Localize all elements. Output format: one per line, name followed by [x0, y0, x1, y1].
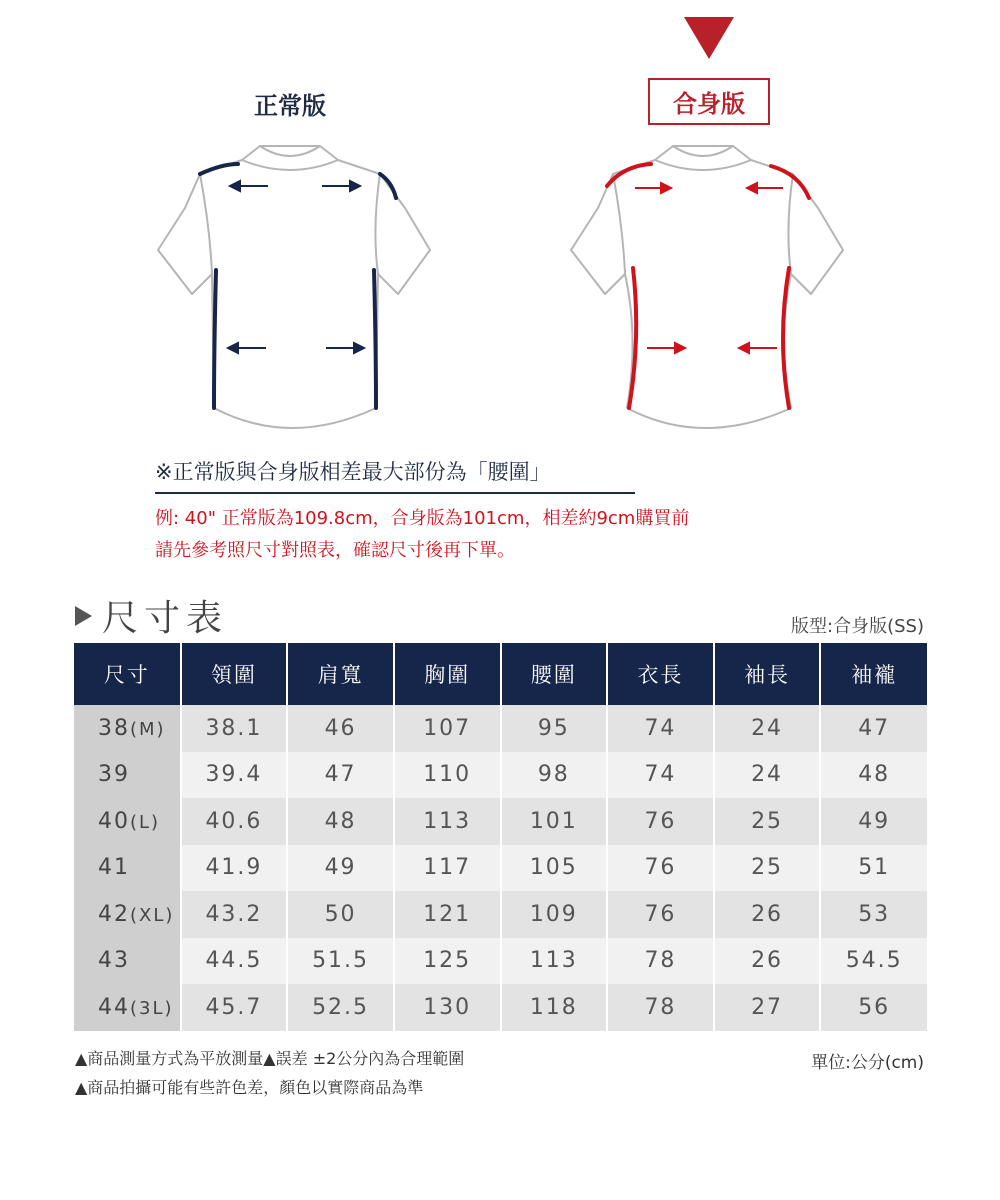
table-cell: 95: [501, 705, 608, 752]
normal-fit-label: 正常版: [254, 91, 326, 120]
example-note-line-2: 請先參考照尺寸對照表，確認尺寸後再下單。: [155, 540, 515, 561]
color-note: ▲商品拍攝可能有些許色差，顏色以實際商品為準: [75, 1078, 424, 1097]
table-cell: 113: [394, 798, 501, 845]
table-cell: 52.5: [287, 984, 394, 1031]
size-chart-heading: [75, 590, 228, 641]
fitted-fit-label: 合身版: [648, 78, 770, 125]
table-cell: 43.2: [181, 891, 288, 938]
table-cell: 48: [287, 798, 394, 845]
size-tag: (L): [130, 811, 161, 833]
table-cell: 105: [501, 845, 608, 892]
table-cell: 47: [820, 705, 927, 752]
size-chart-title: 尺寸表: [102, 598, 229, 639]
table-header-row: [74, 643, 927, 705]
table-cell: 24: [714, 752, 821, 799]
table-cell: 125: [394, 938, 501, 985]
table-row: [74, 798, 927, 845]
size-cell: [74, 984, 181, 1031]
table-cell: 46: [287, 705, 394, 752]
table-cell: 113: [501, 938, 608, 985]
table-cell: 76: [607, 798, 714, 845]
unit-label: 單位:公分(cm): [811, 1053, 924, 1073]
example-note-line-1: 例: 40" 正常版為109.8cm，合身版為101cm，相差約9cm購買前: [155, 508, 690, 529]
size-number: 44: [98, 994, 130, 1020]
table-cell: 25: [714, 798, 821, 845]
table-cell: 41.9: [181, 845, 288, 892]
header-armhole: 袖襱: [820, 643, 927, 705]
table-row: [74, 891, 927, 938]
header-neck: 領圍: [181, 643, 288, 705]
table-cell: 101: [501, 798, 608, 845]
table-cell: 47: [287, 752, 394, 799]
header-shoulder: 肩寬: [287, 643, 394, 705]
table-cell: 25: [714, 845, 821, 892]
table-row: [74, 705, 927, 752]
header-size: 尺寸: [74, 643, 181, 705]
table-cell: 50: [287, 891, 394, 938]
size-cell: [74, 938, 181, 985]
table-cell: 51: [820, 845, 927, 892]
table-cell: 45.7: [181, 984, 288, 1031]
size-number: 41: [98, 855, 130, 881]
table-cell: 39.4: [181, 752, 288, 799]
size-number: 40: [98, 808, 130, 834]
table-cell: 26: [714, 938, 821, 985]
table-cell: 38.1: [181, 705, 288, 752]
header-length: 衣長: [607, 643, 714, 705]
table-cell: 56: [820, 984, 927, 1031]
size-number: 43: [98, 948, 130, 974]
table-cell: 78: [607, 938, 714, 985]
table-cell: 49: [287, 845, 394, 892]
table-cell: 130: [394, 984, 501, 1031]
table-cell: 44.5: [181, 938, 288, 985]
size-tag: (M): [130, 718, 166, 740]
table-cell: 109: [501, 891, 608, 938]
size-cell: [74, 752, 181, 799]
table-cell: 40.6: [181, 798, 288, 845]
table-cell: 26: [714, 891, 821, 938]
table-row: [74, 845, 927, 892]
size-number: 42: [98, 901, 130, 927]
table-cell: 98: [501, 752, 608, 799]
size-cell: [74, 705, 181, 752]
table-cell: 76: [607, 891, 714, 938]
size-cell: [74, 798, 181, 845]
table-cell: 78: [607, 984, 714, 1031]
size-number: 39: [98, 762, 130, 788]
waist-difference-note: ※正常版與合身版相差最大部份為「腰圍」: [155, 456, 635, 494]
size-tag: (XL): [130, 904, 175, 926]
play-triangle-icon: [75, 606, 92, 626]
table-cell: 48: [820, 752, 927, 799]
table-cell: 49: [820, 798, 927, 845]
table-cell: 117: [394, 845, 501, 892]
table-cell: 24: [714, 705, 821, 752]
fit-type-label: 版型:合身版(SS): [791, 616, 924, 637]
table-cell: 110: [394, 752, 501, 799]
table-cell: 54.5: [820, 938, 927, 985]
size-tag: (3L): [130, 997, 174, 1019]
table-cell: 118: [501, 984, 608, 1031]
table-row: [74, 752, 927, 799]
table-cell: 27: [714, 984, 821, 1031]
normal-fit-shirt-illustration: [150, 138, 440, 448]
table-cell: 74: [607, 752, 714, 799]
size-cell: [74, 845, 181, 892]
size-table: [74, 643, 927, 1031]
table-row: [74, 938, 927, 985]
header-chest: 胸圍: [394, 643, 501, 705]
table-cell: 74: [607, 705, 714, 752]
table-cell: 51.5: [287, 938, 394, 985]
table-cell: 53: [820, 891, 927, 938]
size-cell: [74, 891, 181, 938]
measurement-note: ▲商品測量方式為平放測量▲誤差 ±2公分內為合理範圍: [75, 1049, 465, 1068]
table-cell: 107: [394, 705, 501, 752]
table-cell: 121: [394, 891, 501, 938]
table-row: [74, 984, 927, 1031]
size-number: 38: [98, 715, 130, 741]
table-cell: 76: [607, 845, 714, 892]
header-sleeve-length: 袖長: [714, 643, 821, 705]
fitted-shirt-illustration: [563, 138, 853, 448]
selected-indicator-triangle: [684, 17, 734, 59]
header-waist: 腰圍: [501, 643, 608, 705]
